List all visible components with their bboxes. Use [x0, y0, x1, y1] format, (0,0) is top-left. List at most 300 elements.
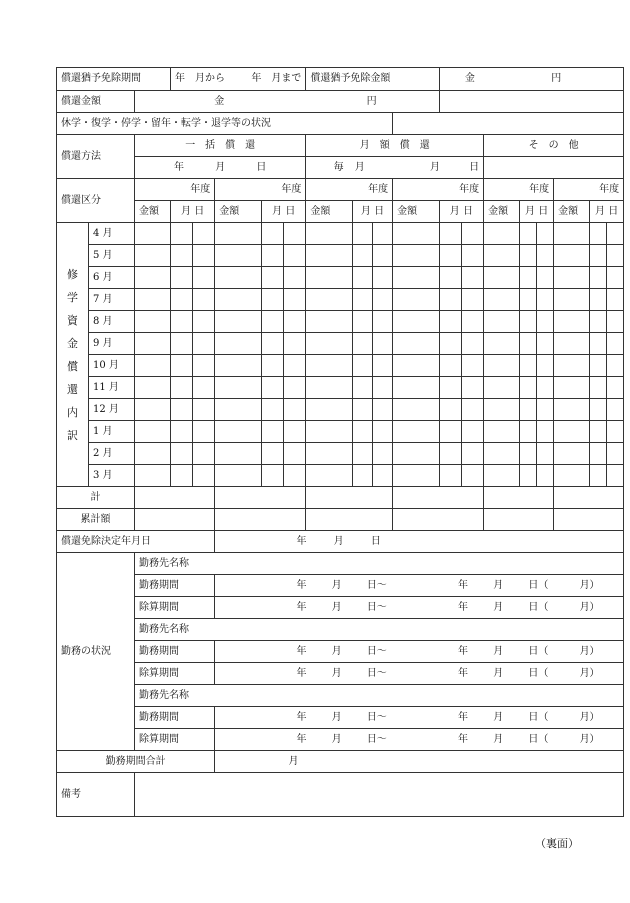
- cell[interactable]: [520, 245, 537, 267]
- cell[interactable]: [171, 355, 193, 377]
- cell[interactable]: [537, 333, 554, 355]
- cell[interactable]: [352, 443, 372, 465]
- cell[interactable]: [262, 421, 284, 443]
- cell[interactable]: [520, 443, 537, 465]
- cell[interactable]: [193, 267, 215, 289]
- cell[interactable]: [284, 245, 306, 267]
- cell[interactable]: [439, 311, 461, 333]
- cell[interactable]: [284, 223, 306, 245]
- cell[interactable]: [352, 421, 372, 443]
- status-field[interactable]: [393, 113, 624, 135]
- cell[interactable]: [193, 465, 215, 487]
- fiscal-year-1: 年度: [135, 179, 215, 201]
- cell[interactable]: [393, 245, 440, 267]
- cell[interactable]: [135, 377, 171, 399]
- category-label: 償還区分: [57, 179, 135, 223]
- cell[interactable]: [171, 311, 193, 333]
- month-row: [57, 377, 624, 399]
- t: 月: [331, 601, 342, 613]
- cell[interactable]: [193, 223, 215, 245]
- cell[interactable]: [439, 267, 461, 289]
- cell[interactable]: [352, 289, 372, 311]
- cell[interactable]: [484, 465, 520, 487]
- cell[interactable]: [393, 399, 440, 421]
- cumulative-cell[interactable]: [215, 509, 306, 531]
- cell[interactable]: [171, 465, 193, 487]
- cell[interactable]: [554, 267, 590, 289]
- cell[interactable]: [306, 333, 353, 355]
- work-place-1[interactable]: 勤務先名称: [135, 553, 624, 575]
- cumulative-cell[interactable]: [484, 509, 554, 531]
- cell[interactable]: [590, 311, 607, 333]
- cell[interactable]: [171, 267, 193, 289]
- cell[interactable]: [373, 399, 393, 421]
- cell[interactable]: [554, 289, 590, 311]
- amount-col-5: 金額: [484, 201, 520, 223]
- cell[interactable]: [554, 443, 590, 465]
- cell[interactable]: [262, 355, 284, 377]
- cell[interactable]: [262, 311, 284, 333]
- cell[interactable]: [590, 333, 607, 355]
- cell[interactable]: [554, 465, 590, 487]
- kin-text: 金: [464, 73, 475, 84]
- t: 年: [458, 733, 468, 745]
- cell[interactable]: [262, 289, 284, 311]
- work-period-label: 勤務期間: [135, 707, 215, 729]
- cell[interactable]: [393, 465, 440, 487]
- cell[interactable]: [439, 421, 461, 443]
- cell[interactable]: [306, 377, 353, 399]
- cell[interactable]: [193, 421, 215, 443]
- t: 月）: [579, 579, 600, 591]
- work-period-field[interactable]: [215, 641, 624, 663]
- cell[interactable]: [461, 421, 483, 443]
- t: 月: [493, 645, 504, 657]
- exemption-date-label: 償還免除決定年月日: [57, 531, 215, 553]
- cell[interactable]: [439, 289, 461, 311]
- cell[interactable]: [607, 421, 624, 443]
- cell[interactable]: [537, 399, 554, 421]
- month-text: 月: [333, 535, 344, 547]
- cell[interactable]: [607, 267, 624, 289]
- cell[interactable]: [193, 289, 215, 311]
- page-side-label: （裏面）: [535, 837, 579, 850]
- cell[interactable]: [306, 245, 353, 267]
- cell[interactable]: [607, 355, 624, 377]
- kin-text: 金: [214, 95, 225, 107]
- cell[interactable]: [373, 267, 393, 289]
- cell[interactable]: [306, 399, 353, 421]
- cell[interactable]: [607, 443, 624, 465]
- cell[interactable]: [373, 377, 393, 399]
- cell[interactable]: [373, 443, 393, 465]
- cell[interactable]: [393, 311, 440, 333]
- cell[interactable]: [520, 267, 537, 289]
- fiscal-year-5: 年度: [484, 179, 554, 201]
- t: 日～: [366, 579, 387, 591]
- cell[interactable]: [284, 333, 306, 355]
- cell[interactable]: [439, 377, 461, 399]
- cell[interactable]: [484, 421, 520, 443]
- cell[interactable]: [520, 333, 537, 355]
- exemption-date-field[interactable]: [215, 531, 624, 553]
- repay-amount-extra[interactable]: [439, 91, 623, 113]
- cell[interactable]: [193, 333, 215, 355]
- cell[interactable]: [439, 399, 461, 421]
- work-total-field[interactable]: [215, 751, 624, 773]
- cell[interactable]: [284, 421, 306, 443]
- cell[interactable]: [373, 355, 393, 377]
- cell[interactable]: [171, 421, 193, 443]
- cell[interactable]: [262, 443, 284, 465]
- cell[interactable]: [306, 421, 353, 443]
- cell[interactable]: [554, 377, 590, 399]
- t: 月）: [579, 601, 600, 613]
- cell[interactable]: [215, 267, 262, 289]
- cell[interactable]: [135, 289, 171, 311]
- cell[interactable]: [373, 421, 393, 443]
- remarks-label: 備考: [57, 773, 135, 817]
- cell[interactable]: [520, 311, 537, 333]
- cell[interactable]: [537, 421, 554, 443]
- cell[interactable]: [520, 465, 537, 487]
- cell[interactable]: [284, 377, 306, 399]
- month-label: 3 月: [89, 465, 135, 487]
- cell[interactable]: [262, 333, 284, 355]
- cell[interactable]: [393, 289, 440, 311]
- cell[interactable]: [461, 289, 483, 311]
- work-place-2[interactable]: 勤務先名称: [135, 619, 624, 641]
- deferral-amount-field[interactable]: [439, 68, 623, 91]
- monthday-col-6: 月 日: [590, 201, 624, 223]
- method-lump-date[interactable]: [135, 157, 306, 179]
- cell[interactable]: [262, 245, 284, 267]
- cell[interactable]: [461, 245, 483, 267]
- cell[interactable]: [352, 267, 372, 289]
- cell[interactable]: [607, 223, 624, 245]
- t: 月: [493, 733, 504, 745]
- cell[interactable]: [590, 245, 607, 267]
- cell[interactable]: [520, 355, 537, 377]
- cell[interactable]: [193, 311, 215, 333]
- cell[interactable]: [607, 333, 624, 355]
- cell[interactable]: [590, 289, 607, 311]
- cell[interactable]: [484, 333, 520, 355]
- cell[interactable]: [215, 333, 262, 355]
- day-text-2: 日: [469, 161, 480, 173]
- cell[interactable]: [193, 245, 215, 267]
- cell[interactable]: [590, 377, 607, 399]
- cell[interactable]: [554, 223, 590, 245]
- t: 年: [458, 645, 468, 657]
- work-period-field[interactable]: [215, 707, 624, 729]
- cell[interactable]: [284, 289, 306, 311]
- cell[interactable]: [373, 333, 393, 355]
- cell[interactable]: [590, 267, 607, 289]
- cell[interactable]: [607, 311, 624, 333]
- cell[interactable]: [284, 399, 306, 421]
- cell[interactable]: [215, 377, 262, 399]
- cell[interactable]: [306, 289, 353, 311]
- cell[interactable]: [215, 245, 262, 267]
- cell[interactable]: [135, 267, 171, 289]
- cell[interactable]: [484, 245, 520, 267]
- total-cell[interactable]: [215, 487, 306, 509]
- month-row: [57, 289, 624, 311]
- cell[interactable]: [484, 355, 520, 377]
- cell[interactable]: [554, 311, 590, 333]
- yen-text: 円: [366, 95, 377, 107]
- method-other-field[interactable]: [484, 157, 624, 179]
- work-place-3[interactable]: 勤務先名称: [135, 685, 624, 707]
- cell[interactable]: [215, 399, 262, 421]
- cell[interactable]: [262, 223, 284, 245]
- cell[interactable]: [215, 443, 262, 465]
- cell[interactable]: [135, 443, 171, 465]
- cumulative-cell[interactable]: [135, 509, 215, 531]
- cell[interactable]: [393, 377, 440, 399]
- work-period-field[interactable]: [215, 575, 624, 597]
- cell[interactable]: [352, 399, 372, 421]
- cell[interactable]: [135, 355, 171, 377]
- cell[interactable]: [520, 421, 537, 443]
- cell[interactable]: [352, 311, 372, 333]
- cell[interactable]: [607, 465, 624, 487]
- cell[interactable]: [171, 377, 193, 399]
- total-cell[interactable]: [306, 487, 393, 509]
- cell[interactable]: [484, 399, 520, 421]
- cell[interactable]: [554, 421, 590, 443]
- work-period-label: 勤務期間: [135, 575, 215, 597]
- cell[interactable]: [135, 333, 171, 355]
- monthday-col-1: 月 日: [171, 201, 215, 223]
- cell[interactable]: [484, 289, 520, 311]
- repay-amount-field[interactable]: [135, 91, 440, 113]
- cell[interactable]: [607, 289, 624, 311]
- cell[interactable]: [215, 223, 262, 245]
- cell[interactable]: [306, 443, 353, 465]
- total-cell[interactable]: [554, 487, 624, 509]
- cell[interactable]: [352, 333, 372, 355]
- year-text: 年: [296, 535, 307, 547]
- cell[interactable]: [135, 465, 171, 487]
- cell[interactable]: [306, 223, 353, 245]
- cell[interactable]: [284, 311, 306, 333]
- cell[interactable]: [461, 465, 483, 487]
- cell[interactable]: [171, 223, 193, 245]
- cell[interactable]: [284, 355, 306, 377]
- amount-col-2: 金額: [215, 201, 262, 223]
- cell[interactable]: [537, 355, 554, 377]
- cell[interactable]: [393, 267, 440, 289]
- form-table: [56, 67, 624, 817]
- cell[interactable]: [262, 267, 284, 289]
- day-text: 日: [256, 161, 267, 173]
- cell[interactable]: [537, 245, 554, 267]
- cell[interactable]: [537, 289, 554, 311]
- cell[interactable]: [537, 465, 554, 487]
- cell[interactable]: [590, 223, 607, 245]
- cell[interactable]: [484, 311, 520, 333]
- cell[interactable]: [135, 421, 171, 443]
- cell[interactable]: [171, 443, 193, 465]
- cell[interactable]: [607, 245, 624, 267]
- cell[interactable]: [461, 333, 483, 355]
- work-status-label: 勤務の状況: [57, 553, 135, 751]
- cell[interactable]: [439, 443, 461, 465]
- cell[interactable]: [537, 311, 554, 333]
- cell[interactable]: [171, 399, 193, 421]
- excluded-period-field[interactable]: [215, 597, 624, 619]
- total-cell[interactable]: [393, 487, 484, 509]
- cell[interactable]: [520, 223, 537, 245]
- cell[interactable]: [590, 443, 607, 465]
- cell[interactable]: [461, 267, 483, 289]
- cell[interactable]: [306, 465, 353, 487]
- cell[interactable]: [461, 377, 483, 399]
- cell[interactable]: [193, 377, 215, 399]
- cell[interactable]: [461, 399, 483, 421]
- cell[interactable]: [439, 355, 461, 377]
- total-cell[interactable]: [484, 487, 554, 509]
- cell[interactable]: [439, 333, 461, 355]
- cell[interactable]: [352, 223, 372, 245]
- cell[interactable]: [262, 465, 284, 487]
- cell[interactable]: [373, 223, 393, 245]
- month-row: [57, 223, 624, 245]
- cell[interactable]: [262, 399, 284, 421]
- cell[interactable]: [171, 333, 193, 355]
- cell[interactable]: [590, 399, 607, 421]
- monthday-col-2: 月 日: [262, 201, 306, 223]
- cell[interactable]: [607, 377, 624, 399]
- cell[interactable]: [537, 443, 554, 465]
- cell[interactable]: [352, 377, 372, 399]
- cell[interactable]: [393, 223, 440, 245]
- cell[interactable]: [352, 355, 372, 377]
- excluded-period-field[interactable]: [215, 663, 624, 685]
- cell[interactable]: [607, 399, 624, 421]
- amount-col-1: 金額: [135, 201, 171, 223]
- cell[interactable]: [393, 421, 440, 443]
- cell[interactable]: [484, 223, 520, 245]
- cell[interactable]: [554, 399, 590, 421]
- vertical-char: 還: [67, 382, 78, 396]
- cell[interactable]: [393, 355, 440, 377]
- cell[interactable]: [484, 443, 520, 465]
- cell[interactable]: [215, 311, 262, 333]
- cell[interactable]: [306, 267, 353, 289]
- t: 日～: [366, 667, 387, 679]
- cell[interactable]: [306, 311, 353, 333]
- cell[interactable]: [554, 245, 590, 267]
- cell[interactable]: [537, 223, 554, 245]
- cell[interactable]: [171, 245, 193, 267]
- method-monthly-date[interactable]: [306, 157, 484, 179]
- cell[interactable]: [484, 267, 520, 289]
- cell[interactable]: [554, 333, 590, 355]
- cell[interactable]: [262, 377, 284, 399]
- month-text: 月: [288, 755, 299, 767]
- t: 月: [493, 601, 504, 613]
- monthday-col-5: 月 日: [520, 201, 554, 223]
- cell[interactable]: [193, 443, 215, 465]
- cell[interactable]: [520, 289, 537, 311]
- excluded-period-field[interactable]: [215, 729, 624, 751]
- cell[interactable]: [373, 289, 393, 311]
- remarks-field[interactable]: [135, 773, 624, 817]
- cell[interactable]: [393, 333, 440, 355]
- cell[interactable]: [306, 355, 353, 377]
- cell[interactable]: [193, 355, 215, 377]
- cell[interactable]: [284, 443, 306, 465]
- cell[interactable]: [284, 267, 306, 289]
- cell[interactable]: [590, 465, 607, 487]
- cell[interactable]: [520, 377, 537, 399]
- cell[interactable]: [520, 399, 537, 421]
- cell[interactable]: [537, 377, 554, 399]
- cell[interactable]: [135, 223, 171, 245]
- deferral-period-field[interactable]: [171, 68, 306, 91]
- t: 年: [296, 711, 307, 723]
- fiscal-year-2: 年度: [215, 179, 306, 201]
- cell[interactable]: [393, 443, 440, 465]
- cumulative-cell[interactable]: [393, 509, 484, 531]
- t: 日（: [528, 645, 549, 657]
- cell[interactable]: [439, 223, 461, 245]
- cell[interactable]: [373, 245, 393, 267]
- cell[interactable]: [439, 245, 461, 267]
- repay-amount-label: 償還金額: [57, 91, 135, 113]
- cell[interactable]: [461, 355, 483, 377]
- cell[interactable]: [193, 399, 215, 421]
- cell[interactable]: [352, 465, 372, 487]
- t: 月）: [579, 645, 600, 657]
- work-period-label: 勤務期間: [135, 641, 215, 663]
- t: 日（: [528, 711, 549, 723]
- cell[interactable]: [590, 421, 607, 443]
- method-lump: 一 括 償 還: [135, 135, 306, 157]
- cell[interactable]: [461, 443, 483, 465]
- cell[interactable]: [135, 399, 171, 421]
- cell[interactable]: [284, 465, 306, 487]
- month-row: [57, 267, 624, 289]
- cell[interactable]: [171, 289, 193, 311]
- cell[interactable]: [484, 377, 520, 399]
- cell[interactable]: [215, 465, 262, 487]
- cell[interactable]: [554, 355, 590, 377]
- cumulative-cell[interactable]: [554, 509, 624, 531]
- cell[interactable]: [352, 245, 372, 267]
- method-other: そ の 他: [484, 135, 624, 157]
- cell[interactable]: [461, 311, 483, 333]
- cell[interactable]: [373, 311, 393, 333]
- t: 日（: [528, 733, 549, 745]
- total-cell[interactable]: [135, 487, 215, 509]
- cell[interactable]: [215, 421, 262, 443]
- month-label: 12 月: [89, 399, 135, 421]
- cell[interactable]: [135, 311, 171, 333]
- cell[interactable]: [215, 289, 262, 311]
- cell[interactable]: [215, 355, 262, 377]
- cell[interactable]: [439, 465, 461, 487]
- cell[interactable]: [373, 465, 393, 487]
- cell[interactable]: [461, 223, 483, 245]
- cell[interactable]: [590, 355, 607, 377]
- cell[interactable]: [537, 267, 554, 289]
- cell[interactable]: [135, 245, 171, 267]
- cumulative-cell[interactable]: [306, 509, 393, 531]
